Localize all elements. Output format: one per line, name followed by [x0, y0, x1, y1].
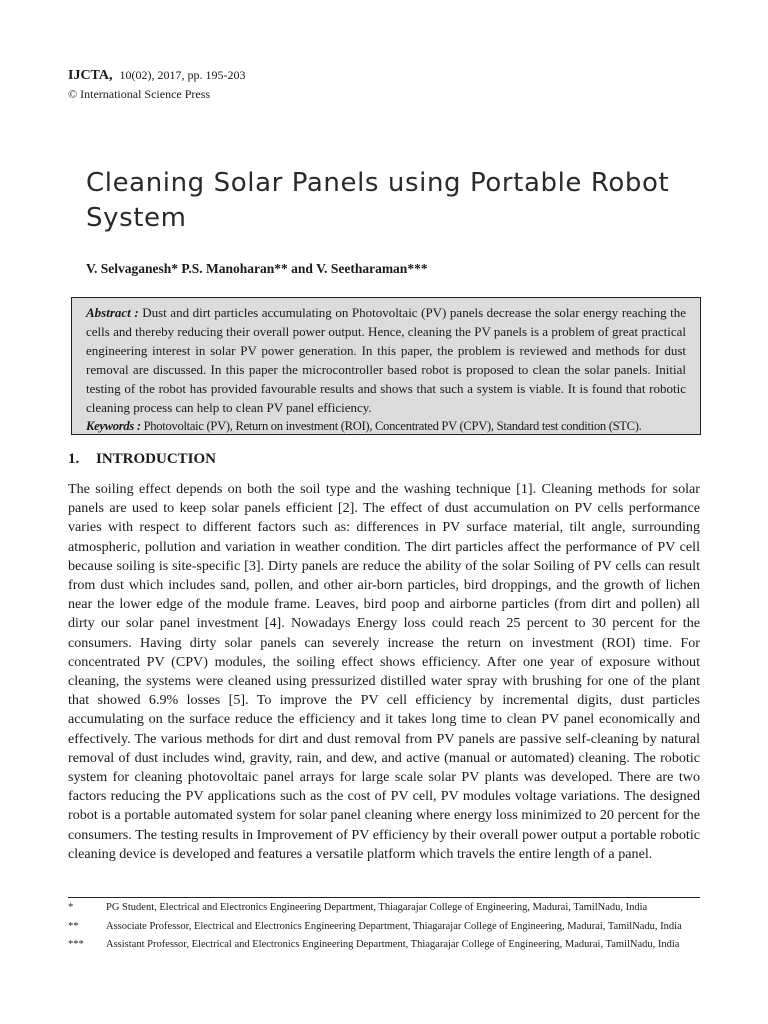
journal-citation	[68, 66, 245, 85]
footnote-divider	[68, 897, 700, 898]
footnote-item	[68, 920, 700, 934]
abstract-label: Abstract :	[86, 305, 139, 320]
copyright-line: © International Science Press	[68, 87, 211, 101]
keywords-paragraph	[86, 417, 686, 436]
footnote-item	[68, 901, 700, 915]
footnote-mark: ***	[68, 939, 84, 950]
journal-reference: 10(02), 2017, pp. 195-203	[119, 68, 246, 82]
journal-name: IJCTA,	[68, 68, 113, 83]
author-list: V. Selvaganesh* P.S. Manoharan** and V. Seetharaman***	[86, 261, 428, 276]
footnote-text: Associate Professor, Electrical and Electronics Engineering Department, Thiagarajar College of Engineering, Madurai, TamilNadu, India	[106, 920, 682, 932]
section-number: 1.	[68, 451, 80, 467]
keywords-label: Keywords :	[86, 419, 141, 433]
section-title: INTRODUCTION	[96, 451, 217, 467]
keywords-text: Photovoltaic (PV), Return on investment (ROI), Concentrated PV (CPV), Standard test condition (STC).	[143, 419, 642, 433]
footnote-text: PG Student, Electrical and Electronics Engineering Department, Thiagarajar College of Engineering, Madurai, TamilNadu, India	[106, 902, 648, 913]
introduction-body: The soiling effect depends on both the soil type and the washing technique [1]. Cleaning methods for solar panels are used to keep solar panels efficient [2]. The effect of dust accumulation on PV cells performance varies with respect to different factors such as: differences in PV surface material, tilt angle, surrounding atmospheric, pollution and variation in weather condition. The dirt particles affect the performance of PV cell because soiling is site-specific [3]. Dirty panels are reduce the ability of the solar Soiling of PV cells can result from dust which includes sand, pollen, and other air-born particles, bird droppings, and the growth of lichen near the lower edge of the module frame. Leaves, bird poop and airborne particles (from dirt and pollen) all dirty our solar panel investment [4]. Nowadays Energy loss could reach 25 percent to 30 percent for the consumers. Having dirty solar panels can severely increase the return on investment (ROI) time. For concentrated PV (CPV) modules, the soiling effect shows efficiency. After one year of exposure without cleaning, the systems were cleaned using pressurized distilled water spray with brushing for one of the plant that showed 6.9% losses [5]. To improve the PV cell efficiency by incremental digits, dust particles accumulating on the surface reduce the efficiency and it takes long time to clean PV panel economically and effectively. The various methods for dirt and dust removal from PV panels are passive self-cleaning by natural removal of dust includes wind, gravity, rain, and dew, and active (manual or automated) cleaning. The robotic system for cleaning photovoltaic panel arrays for large scale solar PV plants was developed. There are two factors reducing the PV applications such as the cost of PV cell, PV modules voltage variations. The designed robot is a portable automated system for solar panel cleaning where energy loss minimized to 20 percent for the consumers. The testing results in Improvement of PV efficiency by their overall power output a portable robotic cleaning device is developed and features a versatile platform which travels the entire length of a panel.	[68, 481, 700, 862]
footnotes	[68, 901, 700, 957]
footnote-mark: *	[68, 902, 74, 913]
section-heading	[68, 449, 216, 469]
abstract-paragraph	[86, 303, 686, 417]
footnote-item	[68, 938, 700, 952]
paper-title: Cleaning Solar Panels using Portable Robot System	[86, 168, 670, 233]
footnote-mark: **	[68, 920, 79, 932]
abstract-box	[71, 297, 701, 435]
journal-header	[68, 66, 245, 104]
abstract-text: Dust and dirt particles accumulating on Photovoltaic (PV) panels decrease the solar energy reaching the cells and thereby reducing their overall power output. Hence, cleaning the PV panels is a problem of great practical engineering interest in solar PV power generation. In this paper, the problem is reviewed and methods for dust removal are discussed. In this paper the microcontroller based robot is proposed to clean the solar panels. Initial testing of the robot has provided favourable results and shows that such a system is viable. It is found that robotic cleaning process can help to clean PV panel efficiency.	[86, 305, 686, 415]
footnote-text: Assistant Professor, Electrical and Electronics Engineering Department, Thiagarajar College of Engineering, Madurai, TamilNadu, India	[106, 939, 680, 950]
